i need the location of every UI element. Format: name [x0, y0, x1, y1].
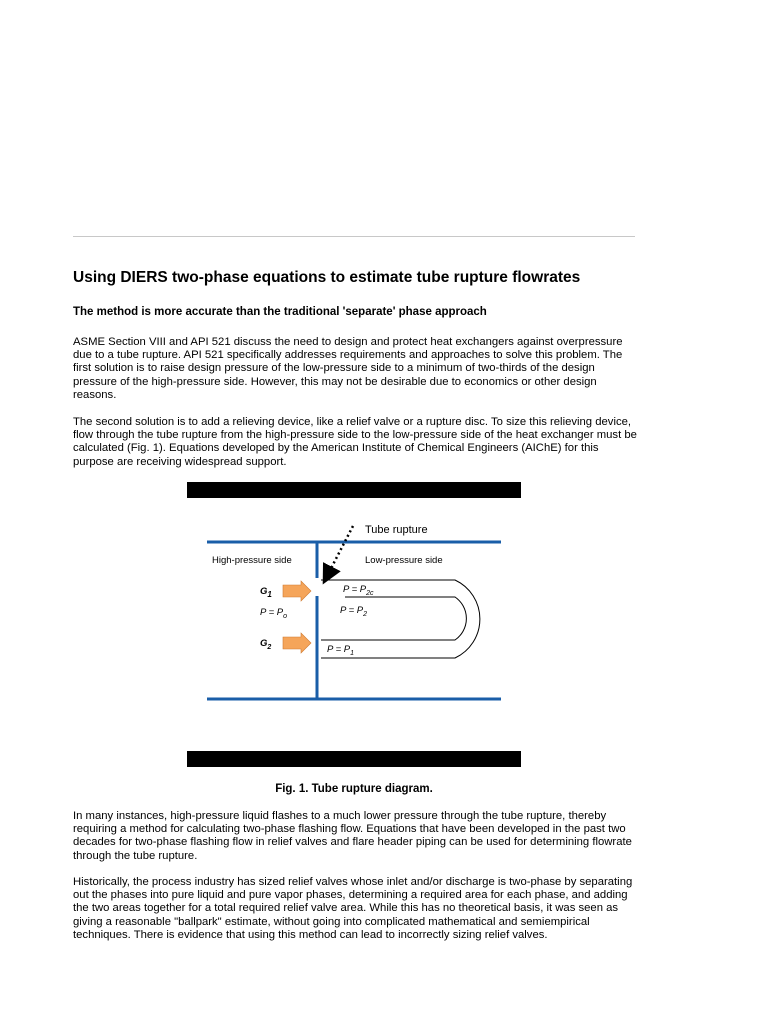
paragraph-3: In many instances, high-pressure liquid flashes to a much lower pressure through the tube rupture, thereby requiring a method for calculating two-phase flashing flow. Equations that have been developed in the past two decades for two-phase flashing flow in relief valves and flare header piping can be used for determining flowrate through the tube rupture.	[73, 810, 632, 862]
figure-bottom-bar	[187, 751, 521, 767]
figure-top-bar	[187, 482, 521, 498]
article-title: Using DIERS two-phase equations to estimate tube rupture flowrates	[73, 269, 581, 286]
horizontal-divider	[73, 236, 635, 237]
figure-caption: Fig. 1. Tube rupture diagram.	[275, 783, 433, 795]
paragraph-4: Historically, the process industry has sized relief valves whose inlet and/or discharge is two-phase by separating out the phases into pure liquid and pure vapor phases, determining a required area for each phase, and adding the two areas together for a total required relief valve area. While this has no theoretical basis, it was seen as giving a reasonable "ballpark" estimate, without going into complicated mathematical and semiempirical techniques. There is evidence that using this method can lead to incorrectly sizing relief valves.	[73, 876, 633, 941]
label-p2: $P = P_2$	[340, 605, 368, 618]
label-p1: $P = P_1$	[327, 644, 355, 657]
figure-background	[187, 498, 521, 751]
label-low-pressure: Low-pressure side	[365, 555, 443, 566]
paragraph-2: The second solution is to add a relieving device, like a relief valve or a rupture disc. To size this relieving device, flow through the tube rupture from the high-pressure side to the low-pressure side of the heat exchanger must be calculated (Fig. 1). Equations developed by the American Institute of Chemical Engineers (AIChE) for this purpose are receiving widespread support.	[73, 416, 637, 468]
label-tube-rupture: Tube rupture	[365, 524, 428, 536]
label-g1: $G_1$	[260, 586, 272, 599]
article-subtitle: The method is more accurate than the traditional 'separate' phase approach	[73, 306, 487, 318]
label-p0: $P = P_o$	[260, 607, 288, 620]
tube-rupture-figure	[187, 482, 521, 767]
paragraph-1: ASME Section VIII and API 521 discuss the need to design and protect heat exchangers against overpressure due to a tube rupture. API 521 specifically addresses requirements and approaches to solve this problem. The first solution is to raise design pressure of the low-pressure side to a minimum of two-thirds of the design pressure of the high-pressure side. However, this may not be desirable due to economics or other design reasons.	[73, 336, 623, 401]
label-high-pressure: High-pressure side	[212, 555, 292, 566]
label-p2c: $P = P_{2c}$	[343, 584, 374, 597]
label-g2: $G_2$	[260, 638, 272, 651]
